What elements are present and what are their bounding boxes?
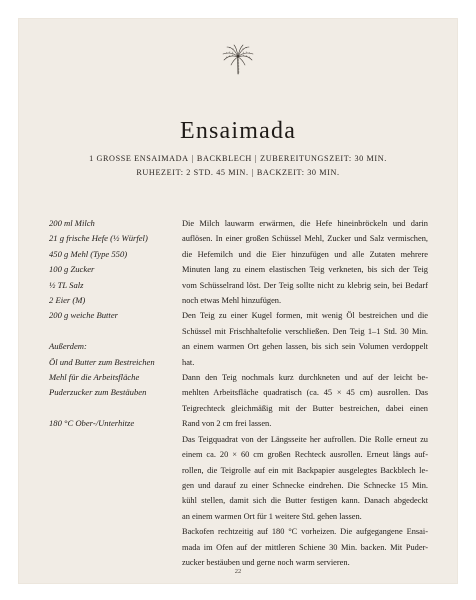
ingredient-item: 21 g frische Hefe (½ Würfel) [49,233,148,244]
ingredient-spacer [49,401,179,416]
ingredient-item: 180 °C Ober-/Unterhitze [49,418,135,429]
method-line: mada im Ofen auf der mittleren Schiene 30 Min. backen. Mit Puder- [182,542,428,552]
method-line: einem ca. 20 × 60 cm großen Rechteck ausrollen. Erneut längs auf- [182,450,428,460]
prep-time: ZUBEREITUNGSZEIT: 30 MIN. [260,154,387,163]
method-line: Den Teig zu einer Kugel formen, mit wenig Öl bestreichen und die [182,311,428,321]
ingredient-item: 450 g Mehl (Type 550) [49,248,128,259]
method-line: Die Milch lauwarm erwärmen, die Hefe hineinbröckeln und darin [182,219,428,228]
recipe-title: Ensaimada [179,118,297,144]
ingredient-item: 200 ml Milch [49,218,95,228]
ingredient-list [49,216,179,432]
method-line: gen und darauf zu einer Schnecke eindrehen. Die Schnecke 15 Min. [182,480,428,490]
bake-time: BACKZEIT: 30 MIN. [256,168,340,177]
page-number: 22 [234,568,242,575]
method-line: Rand von 2 cm frei lassen. [182,419,272,429]
ingredient-item: Außerdem: [49,341,87,352]
method-line: auflösen. In einer großen Schüssel Mehl, Zucker und Salz vermischen, [182,234,428,244]
method-line: die Hefemilch und die Eier hinzufügen und alle Zutaten mehrere [182,249,428,259]
method-line: an einem warmen Ort für 1 weitere Std. gehen lassen. [182,511,362,521]
separator: | [251,168,254,177]
recipe-meta-row-2 [0,168,476,177]
method-line: hat. [182,357,195,367]
method-line: vom Schüsselrand löst. Der Teig sollte nicht zu klebrig sein, bei Bedarf [182,280,428,290]
palm-tree-icon [220,44,256,76]
method-line: noch etwas Mehl hinzufügen. [182,296,282,306]
servings: 1 GROSSE ENSAIMADA [89,154,189,163]
method-line: Backofen rechtzeitig auf 180 °C vorheizen. Die aufgegangene Ensai- [182,527,428,537]
ingredient-item: Mehl für die Arbeitsfläche [49,372,140,383]
ingredient-item: 100 g Zucker [49,264,95,275]
ingredient-item: ½ TL Salz [49,279,84,290]
separator: | [191,154,194,163]
recipe-meta-row-1 [0,154,476,163]
rest-time: RUHEZEIT: 2 STD. 45 MIN. [136,168,249,177]
method-line: an einem warmen Ort gehen lassen, bis sich sein Volumen verdoppelt [182,342,428,352]
method-line: zucker bestäuben und gerne noch warm servieren. [182,557,350,567]
method-line: Das Teigquadrat von der Längsseite her aufrollen. Die Rolle erneut zu [182,434,428,444]
ingredient-item: Öl und Butter zum Bestreichen [49,356,155,367]
method-line: mehlten Arbeitsfläche quadratisch (ca. 45 × 45 cm) ausrollen. Das [182,388,428,398]
ingredient-item: 200 g weiche Butter [49,310,118,321]
method-line: kühl stellen, damit sich die Butter festigen kann. Danach abgedeckt [182,496,428,506]
method-line: Teigrechteck gleichmäßig mit der Butter bestreichen, dabei einen [182,403,428,413]
method-line: Schüssel mit Frischhaltefolie verschließen. Den Teig 1–1 Std. 30 Min. [182,326,428,336]
method-line: Minuten lang zu einem elastischen Teig verkneten, bis sich der Teig [182,265,428,275]
ingredient-item: Puderzucker zum Bestäuben [49,387,147,398]
method-text [182,216,428,570]
ingredient-spacer [49,324,179,339]
ingredient-item: 2 Eier (M) [49,295,86,306]
equipment: BACKBLECH [196,154,252,163]
method-line: Dann den Teig nochmals kurz durchkneten und auf der leicht be- [182,373,428,383]
separator: | [254,154,258,163]
method-line: rollen, die Teigrolle auf ein mit Backpapier ausgelegtes Backblech le- [182,465,428,475]
